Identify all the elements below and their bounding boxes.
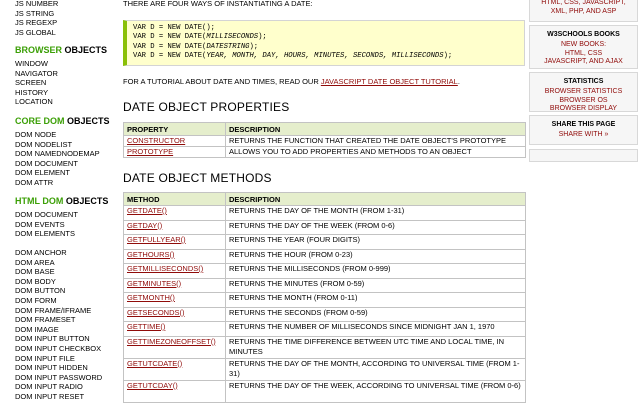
method-link[interactable]: GETSECONDS() — [124, 307, 226, 322]
table-row — [124, 380, 526, 402]
left-navigation — [0, 0, 118, 400]
methods-heading: DATE OBJECT METHODS — [123, 171, 272, 185]
nav-link-window[interactable]: WINDOW — [15, 59, 48, 68]
sidebar-link[interactable]: NEW BOOKS: — [560, 41, 607, 48]
table-row — [124, 293, 526, 308]
table-row — [124, 278, 526, 293]
html-dom-objects-heading: HTML DOM OBJECTS — [15, 196, 109, 206]
nav-link-dom-element[interactable]: DOM ELEMENT — [15, 168, 71, 178]
method-link[interactable]: GETTIMEZONEOFFSET() — [124, 336, 226, 358]
method-link[interactable]: GETTIME() — [124, 322, 226, 337]
books-title: W3SCHOOLS BOOKS — [547, 31, 620, 38]
table-row — [124, 147, 526, 158]
column-header: PROPERTY — [124, 123, 226, 136]
intro-text: THERE ARE FOUR WAYS OF INSTANTIATING A DATE: — [123, 0, 313, 8]
code-line: VAR D = NEW DATE(DATESTRING); — [133, 42, 259, 51]
table-row — [124, 136, 526, 147]
method-description: RETURNS THE DAY OF THE WEEK (FROM 0-6) — [226, 220, 526, 235]
method-link[interactable]: GETFULLYEAR() — [124, 235, 226, 250]
table-row — [124, 220, 526, 235]
nav-link-js-number[interactable]: JS NUMBER — [15, 0, 59, 8]
right-sidebar — [529, 0, 640, 400]
nav-link-dom-area[interactable]: DOM AREA — [15, 257, 55, 267]
share-title: SHARE THIS PAGE — [551, 121, 616, 128]
books-box — [529, 25, 638, 69]
table-row — [124, 235, 526, 250]
method-description: RETURNS THE SECONDS (FROM 0-59) — [226, 307, 526, 322]
nav-link-dom-input-radio[interactable]: DOM INPUT RADIO — [15, 382, 83, 392]
nav-link-navigator[interactable]: NAVIGATOR — [15, 68, 58, 78]
properties-table — [123, 122, 526, 158]
table-row — [124, 249, 526, 264]
nav-link-dom-input-reset[interactable]: DOM INPUT RESET — [15, 392, 85, 401]
sidebar-link[interactable]: HTML, CSS, JAVASCRIPT, — [541, 0, 626, 6]
nav-link-dom-frame-iframe[interactable]: DOM FRAME/IFRAME — [15, 305, 92, 315]
sidebar-link[interactable]: HTML, CSS — [564, 49, 603, 57]
share-link[interactable]: SHARE WITH » — [558, 131, 609, 138]
method-link[interactable]: GETDATE() — [124, 206, 226, 221]
statistics-title: STATISTICS — [563, 78, 604, 85]
property-description: RETURNS THE FUNCTION THAT CREATED THE DATE OBJECT'S PROTOTYPE — [226, 136, 526, 147]
nav-link-dom-anchor[interactable]: DOM ANCHOR — [15, 248, 67, 257]
sidebar-link[interactable]: BROWSER STATISTICS — [544, 88, 623, 95]
nav-link-dom-button[interactable]: DOM BUTTON — [15, 286, 66, 296]
statistics-box — [529, 72, 638, 112]
code-line: VAR D = NEW DATE(YEAR, MONTH, DAY, HOURS, MINUTES, SECONDS, MILLISECONDS); — [133, 52, 453, 61]
nav-link-dom-input-hidden[interactable]: DOM INPUT HIDDEN — [15, 363, 88, 373]
property-link[interactable]: CONSTRUCTOR — [124, 136, 226, 147]
nav-link-dom-namednodemap[interactable]: DOM NAMEDNODEMAP — [15, 149, 100, 159]
method-link[interactable]: GETMINUTES() — [124, 278, 226, 293]
method-description: RETURNS THE DAY OF THE MONTH, ACCORDING TO UNIVERSAL TIME (FROM 1-31) — [226, 358, 526, 380]
nav-link-dom-input-password[interactable]: DOM INPUT PASSWORD — [15, 372, 103, 382]
nav-link-dom-input-button[interactable]: DOM INPUT BUTTON — [15, 334, 90, 344]
empty-box — [529, 149, 638, 162]
tutorial-line: FOR A TUTORIAL ABOUT DATE AND TIMES, READ OUR JAVASCRIPT DATE OBJECT TUTORIAL. — [123, 77, 460, 86]
nav-link-js-string[interactable]: JS STRING — [15, 8, 55, 18]
table-row — [124, 322, 526, 337]
property-link[interactable]: PROTOTYPE — [124, 147, 226, 158]
core-dom-objects-heading: CORE DOM OBJECTS — [15, 116, 110, 126]
table-row — [124, 206, 526, 221]
nav-link-dom-attr[interactable]: DOM ATTR — [15, 178, 54, 187]
column-header: METHOD — [124, 193, 226, 206]
method-link[interactable]: GETDAY() — [124, 220, 226, 235]
method-description: RETURNS THE DAY OF THE MONTH (FROM 1-31) — [226, 206, 526, 221]
nav-link-dom-input-checkbox[interactable]: DOM INPUT CHECKBOX — [15, 344, 102, 353]
method-description: RETURNS THE HOUR (FROM 0-23) — [226, 249, 526, 264]
nav-link-dom-elements[interactable]: DOM ELEMENTS — [15, 229, 76, 239]
table-row — [124, 358, 526, 380]
method-description: RETURNS THE NUMBER OF MILLISECONDS SINCE MIDNIGHT JAN 1, 1970 — [226, 322, 526, 337]
nav-link-dom-events[interactable]: DOM EVENTS — [15, 219, 65, 229]
method-description: RETURNS THE MINUTES (FROM 0-59) — [226, 278, 526, 293]
method-description: RETURNS THE YEAR (FOUR DIGITS) — [226, 235, 526, 250]
sidebar-link[interactable]: JAVASCRIPT, AND AJAX — [544, 58, 623, 65]
methods-table — [123, 192, 526, 403]
nav-link-dom-node[interactable]: DOM NODE — [15, 130, 57, 139]
nav-link-html-dom-document[interactable]: DOM DOCUMENT — [15, 210, 78, 219]
code-line: VAR D = NEW DATE(MILLISECONDS); — [133, 33, 267, 42]
nav-link-dom-base[interactable]: DOM BASE — [15, 267, 55, 277]
method-description: RETURNS THE MONTH (FROM 0-11) — [226, 293, 526, 308]
main-content — [123, 0, 526, 400]
nav-link-js-regexp[interactable]: JS REGEXP — [15, 18, 58, 28]
properties-heading: DATE OBJECT PROPERTIES — [123, 100, 290, 114]
browser-objects-heading: BROWSER OBJECTS — [15, 45, 108, 55]
table-row — [124, 264, 526, 279]
column-header: DESCRIPTION — [226, 123, 526, 136]
sidebar-link[interactable]: BROWSER DISPLAY — [549, 105, 618, 112]
method-description: RETURNS THE TIME DIFFERENCE BETWEEN UTC TIME AND LOCAL TIME, IN MINUTES — [226, 336, 526, 358]
table-header-row — [124, 123, 526, 136]
method-link[interactable]: GETMONTH() — [124, 293, 226, 308]
table-header-row — [124, 193, 526, 206]
nav-link-dom-nodelist[interactable]: DOM NODELIST — [15, 139, 73, 149]
table-row — [124, 307, 526, 322]
nav-link-history[interactable]: HISTORY — [15, 87, 49, 97]
sidebar-link[interactable]: XML, PHP, AND ASP — [550, 7, 617, 15]
code-line: VAR D = NEW DATE(); — [133, 24, 215, 32]
property-description: ALLOWS YOU TO ADD PROPERTIES AND METHODS TO AN OBJECT — [226, 147, 526, 158]
method-description: RETURNS THE MILLISECONDS (FROM 0-999) — [226, 264, 526, 279]
method-description: RETURNS THE DAY OF THE WEEK, ACCORDING TO UNIVERSAL TIME (FROM 0-6) — [226, 380, 526, 402]
nav-link-dom-body[interactable]: DOM BODY — [15, 276, 56, 286]
method-link[interactable]: GETUTCDATE() — [124, 358, 226, 380]
nav-link-dom-image[interactable]: DOM IMAGE — [15, 324, 59, 334]
nav-link-screen[interactable]: SCREEN — [15, 78, 47, 88]
sidebar-link[interactable]: BROWSER OS — [559, 96, 608, 104]
tutorials-box — [529, 0, 638, 22]
nav-link-dom-frameset[interactable]: DOM FRAMESET — [15, 315, 76, 325]
column-header: DESCRIPTION — [226, 193, 526, 206]
nav-link-dom-document[interactable]: DOM DOCUMENT — [15, 158, 78, 168]
date-tutorial-link[interactable]: JAVASCRIPT DATE OBJECT TUTORIAL — [320, 77, 458, 86]
share-box — [529, 115, 638, 145]
nav-link-dom-input-file[interactable]: DOM INPUT FILE — [15, 353, 75, 363]
method-link[interactable]: GETMILLISECONDS() — [124, 264, 226, 279]
nav-link-dom-form[interactable]: DOM FORM — [15, 296, 57, 305]
nav-link-location[interactable]: LOCATION — [15, 97, 53, 107]
code-example — [123, 20, 525, 66]
table-row — [124, 336, 526, 358]
nav-link-js-global[interactable]: JS GLOBAL — [15, 27, 56, 37]
method-link[interactable]: GETHOURS() — [124, 249, 226, 264]
method-link[interactable]: GETUTCDAY() — [124, 380, 226, 402]
